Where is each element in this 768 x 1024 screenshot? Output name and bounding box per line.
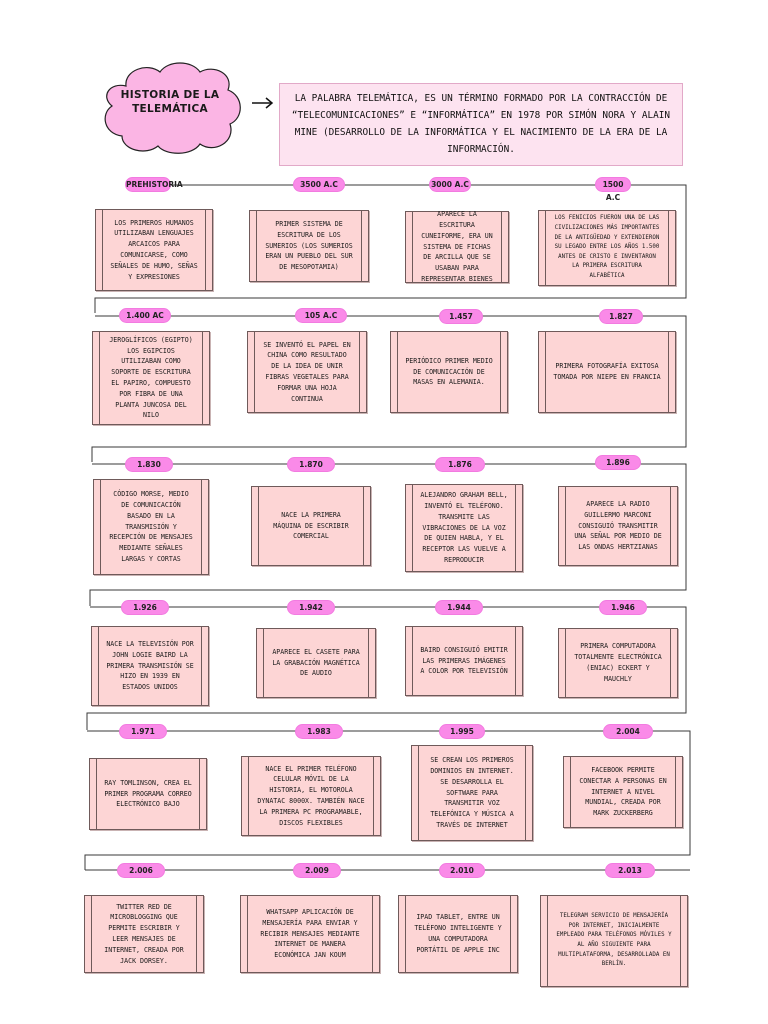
- event-card: [538, 331, 676, 413]
- event-card: [91, 626, 209, 706]
- event-card: [92, 331, 210, 425]
- event-card: [558, 486, 678, 566]
- event-text: WHATSAPP APLICACIÓN DE MENSAJERÍA PARA ENVIAR Y RECIBIR MENSAJES MEDIANTE INTERNET DE MANERA ECONÓMICA JAN KOUM: [260, 908, 360, 960]
- date-pill: 2.009: [294, 864, 340, 877]
- event-text: NACE EL PRIMER TELÉFONO CELULAR MÓVIL DE LA HISTORIA, EL MOTOROLA DYNATAC 8000X. TAMBIÉN NACE LA PRIMERA PC PROGRAMABLE, DISCOS FLEXIBLES: [257, 764, 365, 827]
- date-pill: 1.876: [436, 458, 484, 471]
- date-pill: PREHISTORIA: [126, 180, 183, 189]
- event-card: [538, 210, 676, 286]
- date-pill: 2.004: [604, 725, 652, 738]
- event-text: LOS PRIMEROS HUMANOS UTILIZABAN LENGUAJES ARCAICOS PARA COMUNICARSE, COMO SEÑALES DE HUMO, SEÑAS Y EXPRESIONES: [110, 218, 198, 281]
- event-card: [411, 745, 533, 841]
- date-pill: 1.827: [600, 310, 642, 323]
- date-pill: 1.983: [296, 725, 342, 738]
- event-text: PRIMERA COMPUTADORA TOTALMENTE ELECTRÓNICA (ENIAC) ECKERT Y MAUCHLY: [574, 642, 662, 683]
- event-card: [563, 756, 683, 828]
- event-text: PERIÓDICO PRIMER MEDIO DE COMUNICACIÓN DE MASAS EN ALEMANIA.: [405, 356, 493, 387]
- event-card: [405, 211, 509, 283]
- event-text: APARECE EL CASETE PARA LA GRABACIÓN MAGNÉTICA DE AUDIO: [272, 647, 360, 678]
- date-pill: 1.830: [126, 458, 172, 471]
- date-pill: 1.971: [120, 725, 166, 738]
- event-card: [95, 209, 213, 291]
- event-text: IPAD TABLET, ENTRE UN TELÉFONO INTELIGENTE Y UNA COMPUTADORA PORTÁTIL DE APPLE INC: [414, 913, 502, 954]
- page-title: HISTORIA DE LA TELEMÁTICA: [120, 89, 220, 115]
- event-card: [405, 484, 523, 572]
- event-card: [558, 628, 678, 698]
- event-card: [249, 210, 369, 282]
- event-card: [405, 626, 523, 696]
- event-card: [398, 895, 518, 973]
- date-pill: 1.457: [440, 310, 482, 323]
- event-card: [84, 895, 204, 973]
- event-card: [247, 331, 367, 413]
- event-card: [251, 486, 371, 566]
- date-pill: 1.946: [600, 601, 646, 614]
- date-pill: 3000 A.C: [431, 180, 469, 189]
- event-text: SE INVENTÓ EL PAPEL EN CHINA COMO RESULTADO DE LA IDEA DE UNIR FIBRAS VEGETALES PARA FORMAR UNA HOJA CONTINUA: [263, 340, 351, 403]
- event-text: FACEBOOK PERMITE CONECTAR A PERSONAS EN INTERNET A NIVEL MUNDIAL, CREADA POR MARK ZUCKERBERG: [579, 766, 667, 818]
- event-text: ALEJANDRO GRAHAM BELL, INVENTÓ EL TELÉFONO. TRANSMITE LAS VIBRACIONES DE LA VOZ DE QUIEN HABLA, Y EL RECEPTOR LAS VUELVE A REPRODUCIR: [420, 491, 508, 564]
- event-text: PRIMER SISTEMA DE ESCRITURA DE LOS SUMERIOS (LOS SUMERIOS ERAN UN PUEBLO DEL SUR DE MESOPOTAMIA): [265, 220, 353, 272]
- event-text: NACE LA PRIMERA MÁQUINA DE ESCRIBIR COMERCIAL: [273, 510, 349, 541]
- event-card: [93, 479, 209, 575]
- arrow-right-icon: [252, 96, 276, 110]
- event-text: RAY TOMLINSON, CREA EL PRIMER PROGRAMA CORREO ELECTRÓNICO BAJO: [104, 778, 192, 809]
- event-text: LOS FENICIOS FUERON UNA DE LAS CIVILIZACIONES MÁS IMPORTANTES DE LA ANTIGÜEDAD Y EXTENDIERON SU LEGADO ENTRE LOS AÑOS 1.500 ANTES DE CRISTO E INVENTARON LA PRIMERA ESCRITURA ALFABÉTICA: [554, 215, 660, 279]
- intro-box: LA PALABRA TELEMÁTICA, ES UN TÉRMINO FORMADO POR LA CONTRACCIÓN DE “TELECOMUNICACIONES” E “INFORMÁTICA” EN 1978 POR SIMÓN NORA Y ALAIN MINE (DESARROLLO DE LA INFORMÁTICA Y EL NACIMIENTO DE LA ERA DE LA INFORMACIÓN.: [279, 83, 683, 166]
- date-pill: 2.010: [440, 864, 484, 877]
- date-pill: 1.944: [436, 601, 482, 614]
- event-text: TELEGRAM SERVICIO DE MENSAJERÍA POR INTERNET, INICIALMENTE EMPLEADO PARA TELÉFONOS MÓVILES Y AL AÑO SIGUIENTE PARA MULTIPLATAFORMA, DESARROLLADA EN BERLÍN.: [556, 913, 672, 968]
- date-pill: 1500 A.C: [596, 178, 630, 191]
- event-text: TWITTER RED DE MICROBLOGGING QUE PERMITE ESCRIBIR Y LEER MENSAJES DE INTERNET, CREADA POR JACK DORSEY.: [104, 902, 184, 965]
- event-card: [390, 331, 508, 413]
- event-card: [89, 758, 207, 830]
- event-text: NACE LA TELEVISIÓN POR JOHN LOGIE BAIRD LA PRIMERA TRANSMISIÓN SE HIZO EN 1939 EN ESTADOS UNIDOS: [106, 640, 194, 692]
- date-pill: 3500 A.C: [294, 178, 344, 191]
- event-text: BAIRD CONSIGUIÓ EMITIR LAS PRIMERAS IMÁGENES A COLOR POR TELEVISIÓN: [420, 645, 508, 676]
- date-pill: 1.400 AC: [120, 309, 170, 322]
- date-pill: 2.006: [118, 864, 164, 877]
- date-pill: 1.896: [596, 456, 640, 469]
- event-text: APARECE LA ESCRITURA CUNEIFORME, ERA UN SISTEMA DE FICHAS DE ARCILLA QUE SE USABAN PARA REPRESENTAR BIENES: [421, 210, 493, 283]
- event-card: [241, 756, 381, 836]
- event-text: APARECE LA RADIO GUILLERMO MARCONI CONSIGUIÓ TRANSMITIR UNA SEÑAL POR MEDIO DE LAS ONDAS HERTZIANAS: [574, 500, 662, 552]
- date-pill: 105 A.C: [296, 309, 346, 322]
- date-pill: 2.013: [606, 864, 654, 877]
- event-text: CÓDIGO MORSE, MEDIO DE COMUNICACIÓN BASADO EN LA TRANSMISIÓN Y RECEPCIÓN DE MENSAJES MEDIANTE SEÑALES LARGAS Y CORTAS: [109, 490, 193, 563]
- date-pill: 1.995: [440, 725, 484, 738]
- event-text: SE CREAN LOS PRIMEROS DOMINIOS EN INTERNET. SE DESARROLLA EL SOFTWARE PARA TRANSMITIR VOZ TELEFÓNICA Y MÚSICA A TRAVÉS DE INTERNET: [430, 756, 514, 829]
- date-pill: 1.870: [288, 458, 334, 471]
- event-card: [256, 628, 376, 698]
- event-text: JEROGLÍFICOS (EGIPTO) LOS EGIPCIOS UTILIZABAN COMO SOPORTE DE ESCRITURA EL PAPIRO, COMPUESTO POR FIBRA DE UNA PLANTA JUNCOSA DEL NILO: [109, 335, 193, 420]
- event-text: PRIMERA FOTOGRAFÍA EXITOSA TOMADA POR NIEPE EN FRANCIA: [553, 362, 661, 381]
- date-pill: 1.942: [288, 601, 334, 614]
- event-card: [540, 895, 688, 987]
- date-pill: 1.926: [122, 601, 168, 614]
- event-card: [240, 895, 380, 973]
